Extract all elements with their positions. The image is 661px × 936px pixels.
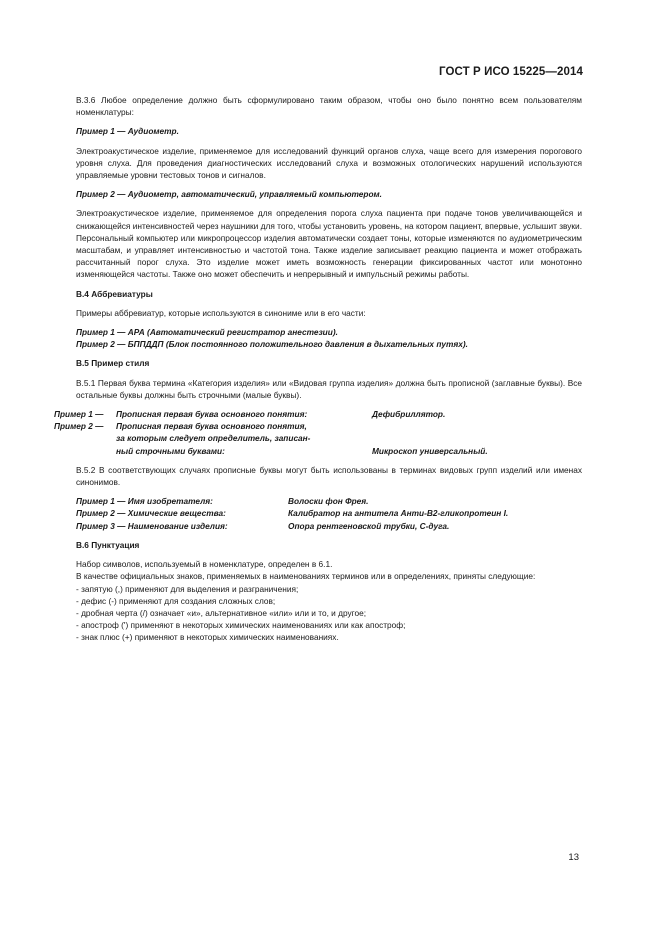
synonym-examples (76, 495, 582, 532)
punctuation-list-item: - знак плюс (+) применяют в некоторых химических наименованиях. (76, 632, 339, 643)
punctuation-list-item: - дефис (-) применяют для создания сложных слов; (76, 595, 276, 606)
style-example-2-line3: ный строчными буквами: (116, 445, 225, 456)
abbreviation-example-2: Пример 2 — БППДДП (Блок постоянного положительного давления в дыхательных путях). (76, 339, 468, 350)
style-example-2-left (54, 420, 372, 457)
synonym-example-3-value: Опора рентгеновской трубки, С-дуга. (288, 520, 450, 531)
example-auto-audiometer-title: Пример 2 — Аудиометр, автоматический, управляемый компьютером. (76, 189, 382, 200)
punctuation-list-item: - апостроф (') применяют в некоторых химических наименованиях или как апостроф; (76, 620, 406, 631)
example-auto-audiometer-text: Электроакустическое изделие, применяемое для определения порога слуха пациента при подаче тонов увеличивающейся и снижающейся интенсивностей через наушники для того, чтобы установить уровень, на котором пациент, впервые, услышит звуки. Персональный компьютер или микропроцессор изделия автоматически создает тоны, которые изменяются по аудиометрическим масштабам, и управляет интенсивностью и частотой тона. Также изделие записывает реакцию пациента и может отображать рассчитанный порог слуха. Это изделие может иметь возможность генерации фиксированных частот или монотонно изменяющейся частоты. Также оно может обеспечить и непрерывный и импульсный режимы работы. (76, 208, 582, 280)
style-example-1-value: Дефибриллятор. (372, 409, 446, 420)
document-body (54, 94, 582, 644)
style-example-2-line2: за которым следует определитель, записан- (116, 433, 311, 444)
synonym-example-1-label: Пример 1 — Имя изобретателя: (76, 496, 213, 507)
style-example-2-line1: Прописная первая буква основного понятия, (116, 421, 307, 432)
section-b4-heading: В.4 Аббревиатуры (76, 288, 153, 299)
abbreviation-example-1: Пример 1 — АРА (Автоматический регистратор анестезии). (76, 327, 338, 338)
style-example-1-left (54, 408, 372, 420)
section-b6-p2: В качестве официальных знаков, применяемых в наименованиях терминов или в определениях, приняты следующие: (76, 571, 536, 582)
style-examples (54, 408, 582, 457)
section-b51-text: В.5.1 Первая буква термина «Категория изделия» или «Видовая группа изделия» должна быть прописной (заглавные буквы). Все остальные буквы должны быть строчными (малые буквы). (76, 377, 582, 400)
style-example-1-label: Пример 1 — (54, 409, 104, 420)
style-example-2-label: Пример 2 — (54, 421, 104, 432)
document-header: ГОСТ Р ИСО 15225—2014 (438, 66, 583, 78)
section-b4-intro: Примеры аббревиатур, которые используются в синониме или в его части: (76, 307, 366, 318)
section-b6-heading: В.6 Пунктуация (76, 539, 140, 550)
example-audiometer-text: Электроакустическое изделие, применяемое для исследований функций органов слуха, чаще всего для измерения порогового уровня слуха. Для проведения диагностических исследований слуха и возможных отологических нарушений используются управляемые уровни тестовых тонов и сигналов. (76, 145, 582, 181)
section-b52-text: В.5.2 В соответствующих случаях прописные буквы могут быть использованы в терминах видовых групп изделий или именах синонимов. (76, 464, 582, 488)
synonym-example-2-label: Пример 2 — Химические вещества: (76, 508, 226, 519)
section-b5-heading: В.5 Пример стиля (76, 358, 150, 369)
style-example-2-value: Микроскоп универсальный. (372, 445, 488, 456)
synonym-example-3-label: Пример 3 — Наименование изделия: (76, 520, 228, 531)
punctuation-list-item: - дробная черта (/) означает «и», альтернативное «или» или и то, и другое; (76, 607, 367, 618)
section-b36-intro: В.3.6 Любое определение должно быть сформулировано таким образом, чтобы оно было понятно всем пользователям номенклатуры: (76, 95, 582, 118)
section-b6-p1: Набор символов, используемый в номенклатуре, определен в 6.1. (76, 559, 333, 570)
style-example-1-text: Прописная первая буква основного понятия: (116, 409, 308, 420)
page-number: 13 (568, 852, 579, 863)
synonym-example-1-value: Волоски фон Фрея. (288, 496, 369, 507)
synonym-example-2-value: Калибратор на антитела Анти-В2-гликопротеин I. (288, 508, 509, 519)
example-audiometer-title: Пример 1 — Аудиометр. (76, 126, 179, 137)
style-example-2-value-cell (372, 420, 582, 457)
punctuation-list-item: - запятую (,) применяют для выделения и разграничения; (76, 583, 299, 594)
